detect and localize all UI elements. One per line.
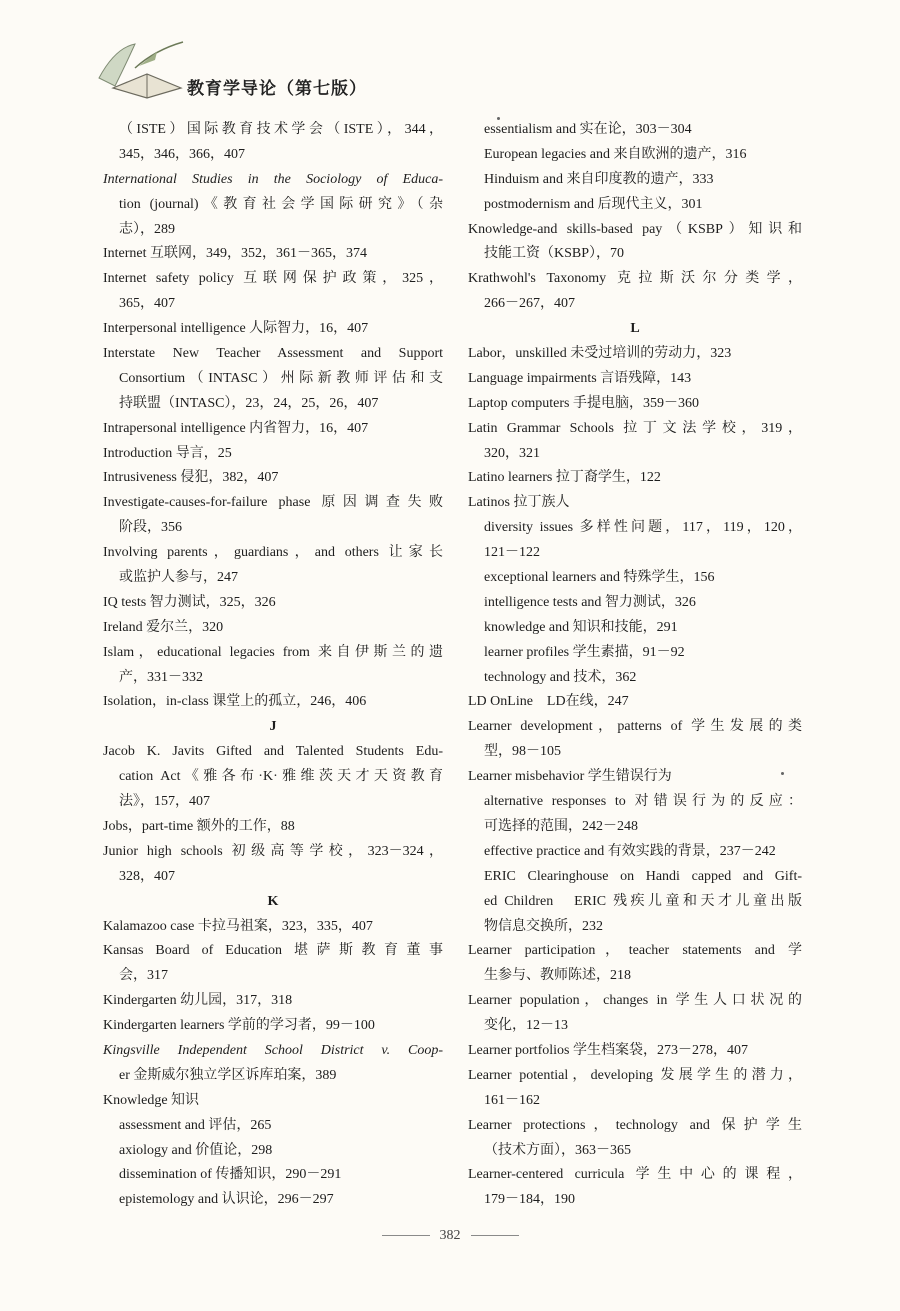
index-subentry-line: knowledge and 知识和技能，291: [484, 619, 678, 635]
index-entry-line: Kindergarten 幼儿园，317，318: [103, 993, 293, 1009]
index-subentry-line: epistemology and 认识论，296－297: [119, 1192, 334, 1208]
index-subentry-line: technology and 技术，362: [484, 669, 637, 685]
index-entry-line: Labor，unskilled 未受过培训的劳动力，323: [468, 346, 732, 362]
index-subentry-line: 121－122: [484, 545, 540, 561]
index-subentry-line: 266－267，407: [484, 296, 575, 312]
index-subentry-line: exceptional learners and 特殊学生，156: [484, 570, 715, 586]
index-entry-line: Internet 互联网，349，352，361－365，374: [103, 246, 368, 262]
index-entry-line: Learner portfolios 学生档案袋，273－278，407: [468, 1042, 748, 1058]
index-entry-line: Learner protections，technology and 保护学生: [468, 1117, 802, 1133]
index-subentry-line: 161－162: [484, 1092, 540, 1108]
index-subentry-line: European legacies and 来自欧洲的遗产，316: [484, 146, 747, 162]
index-entry-line: Jobs，part-time 额外的工作，88: [103, 818, 295, 834]
index-subentry-line: Consortium（INTASC）州际新教师评估和支: [119, 370, 443, 386]
index-entry-line: Kansas Board of Education 堪萨斯教育董事: [103, 943, 443, 959]
index-subentry-line: 320，321: [484, 445, 540, 461]
index-entry-line: Krathwohl's Taxonomy 克拉斯沃尔分类学，: [468, 271, 802, 287]
index-subentry-line: er 金斯威尔独立学区诉库珀案，389: [119, 1067, 337, 1083]
index-subentry-line: ed Children ERIC 残疾儿童和天才儿童出版: [484, 893, 802, 909]
index-entry-line: Junior high schools 初级高等学校，323－324，: [103, 843, 443, 859]
index-entry-line: Learner development，patterns of 学生发展的类: [468, 719, 802, 735]
index-entry-line: Learner potential，developing 发展学生的潜力，: [468, 1067, 802, 1083]
index-entry-line: Latin Grammar Schools 拉丁文法学校，319，: [468, 420, 802, 436]
index-subentry-line: 365，407: [119, 296, 175, 312]
index-subentry-line: diversity issues 多样性问题，117，119，120，: [484, 520, 802, 536]
index-subentry-line: Hinduism and 来自印度教的遗产，333: [484, 171, 714, 187]
index-entry-line: Isolation，in-class 课堂上的孤立，246，406: [103, 694, 367, 710]
index-subentry-line: axiology and 价值论，298: [119, 1142, 273, 1158]
index-entry-line: Knowledge 知识: [103, 1092, 200, 1108]
index-subentry-line: ERIC Clearinghouse on Handi capped and Gift-: [484, 868, 802, 884]
section-letter-heading: K: [267, 893, 279, 909]
index-entry-line: Involving parents，guardians，and others 让家长: [103, 545, 443, 561]
index-entry-line: LD OnLine LD在线，247: [468, 694, 629, 710]
index-subentry-line: 可选择的范围，242－248: [484, 818, 638, 834]
index-entry-line: Kalamazoo case 卡拉马祖案，323，335，407: [103, 918, 373, 934]
print-speck: [781, 772, 784, 775]
section-letter-heading: J: [269, 719, 277, 735]
index-subentry-line: tion (journal)《教育社会学国际研究》（杂: [119, 196, 443, 212]
index-subentry-line: 会，317: [119, 968, 168, 984]
index-entry-line: Islam，educational legacies from 来自伊斯兰的遗: [103, 644, 443, 660]
index-subentry-line: （技术方面），363－365: [484, 1142, 631, 1158]
footer-rule-right: [471, 1235, 519, 1236]
index-subentry-line: 物信息交换所，232: [484, 918, 603, 934]
index-entry-line: Kindergarten learners 学前的学习者，99－100: [103, 1018, 375, 1034]
index-entry-line: Interpersonal intelligence 人际智力，16，407: [103, 321, 369, 337]
index-subentry-line: 或监护人参与，247: [119, 570, 238, 586]
footer-rule-left: [382, 1235, 430, 1236]
index-entry-line: Laptop computers 手提电脑，359－360: [468, 395, 699, 411]
index-entry-line: Ireland 爱尔兰，320: [103, 619, 224, 635]
index-entry-line: Learner misbehavior 学生错误行为: [468, 769, 672, 785]
index-subentry-line: （ISTE）国际教育技术学会（ISTE），344，: [119, 122, 443, 137]
page-number: 382: [439, 1228, 461, 1243]
index-entry-line: Latinos 拉丁族人: [468, 495, 570, 511]
index-subentry-line: effective practice and 有效实践的背景，237－242: [484, 843, 776, 859]
index-column-left: [103, 118, 443, 1213]
index-subentry-line: 产，331－332: [119, 669, 203, 685]
index-subentry-line: intelligence tests and 智力测试，326: [484, 594, 696, 610]
index-subentry-line: 328，407: [119, 868, 175, 884]
index-entry-line: Intrusiveness 侵犯，382，407: [103, 470, 279, 486]
index-subentry-line: 法》，157，407: [119, 794, 210, 810]
index-subentry-line: 志），289: [119, 221, 175, 237]
index-entry-line: Kingsville Independent School District v. Coop-: [103, 1042, 443, 1058]
index-subentry-line: assessment and 评估，265: [119, 1117, 272, 1133]
index-subentry-line: dissemination of 传播知识，290－291: [119, 1167, 342, 1183]
index-subentry-line: 技能工资（KSBP），70: [484, 246, 625, 262]
index-subentry-line: learner profiles 学生素描，91－92: [484, 644, 685, 660]
index-entry-line: Jacob K. Javits Gifted and Talented Students Edu-: [103, 744, 443, 760]
book-title: 教育学导论（第七版）: [187, 79, 367, 99]
index-entry-line: Intrapersonal intelligence 内省智力，16，407: [103, 420, 369, 436]
index-entry-line: IQ tests 智力测试，325，326: [103, 594, 276, 610]
index-subentry-line: 阶段，356: [119, 520, 182, 536]
index-entry-line: Learner-centered curricula 学生中心的课程，: [468, 1167, 802, 1183]
index-entry-line: Learner participation，teacher statements and 学: [468, 943, 802, 959]
index-entry-line: Internet safety policy 互联网保护政策，325，: [103, 271, 443, 287]
index-entry-line: Language impairments 言语残障，143: [468, 370, 692, 386]
index-subentry-line: essentialism and 实在论，303－304: [484, 122, 692, 137]
index-subentry-line: 345，346，366，407: [119, 146, 245, 162]
book-quill-icon: [95, 38, 191, 102]
index-subentry-line: cation Act《雅各布·K·雅维茨天才天资教育: [119, 769, 443, 785]
index-entry-line: International Studies in the Sociology of Educa-: [103, 171, 443, 187]
index-subentry-line: 179－184，190: [484, 1192, 575, 1208]
index-entry-line: Latino learners 拉丁裔学生，122: [468, 470, 661, 486]
page-footer: [0, 1228, 900, 1244]
index-subentry-line: 型，98－105: [484, 744, 561, 760]
index-entry-line: Learner population，changes in 学生人口状况的: [468, 993, 802, 1009]
index-entry-line: Investigate-causes-for-failure phase 原因调查失败: [103, 495, 443, 511]
index-subentry-line: postmodernism and 后现代主义，301: [484, 196, 703, 212]
index-subentry-line: 生参与、教师陈述，218: [484, 968, 631, 984]
index-entry-line: Introduction 导言，25: [103, 445, 232, 461]
print-speck: [497, 117, 500, 120]
index-entry-line: Interstate New Teacher Assessment and Support: [103, 346, 443, 362]
index-subentry-line: alternative responses to 对错误行为的反应：: [484, 794, 802, 810]
index-column-right: [468, 118, 802, 1213]
section-letter-heading: L: [630, 321, 640, 337]
index-entry-line: Knowledge-and skills-based pay（KSBP）知识和: [468, 221, 802, 237]
index-subentry-line: 持联盟（INTASC），23，24，25，26，407: [119, 395, 379, 411]
index-subentry-line: 变化，12－13: [484, 1018, 568, 1034]
running-header: [95, 38, 425, 108]
